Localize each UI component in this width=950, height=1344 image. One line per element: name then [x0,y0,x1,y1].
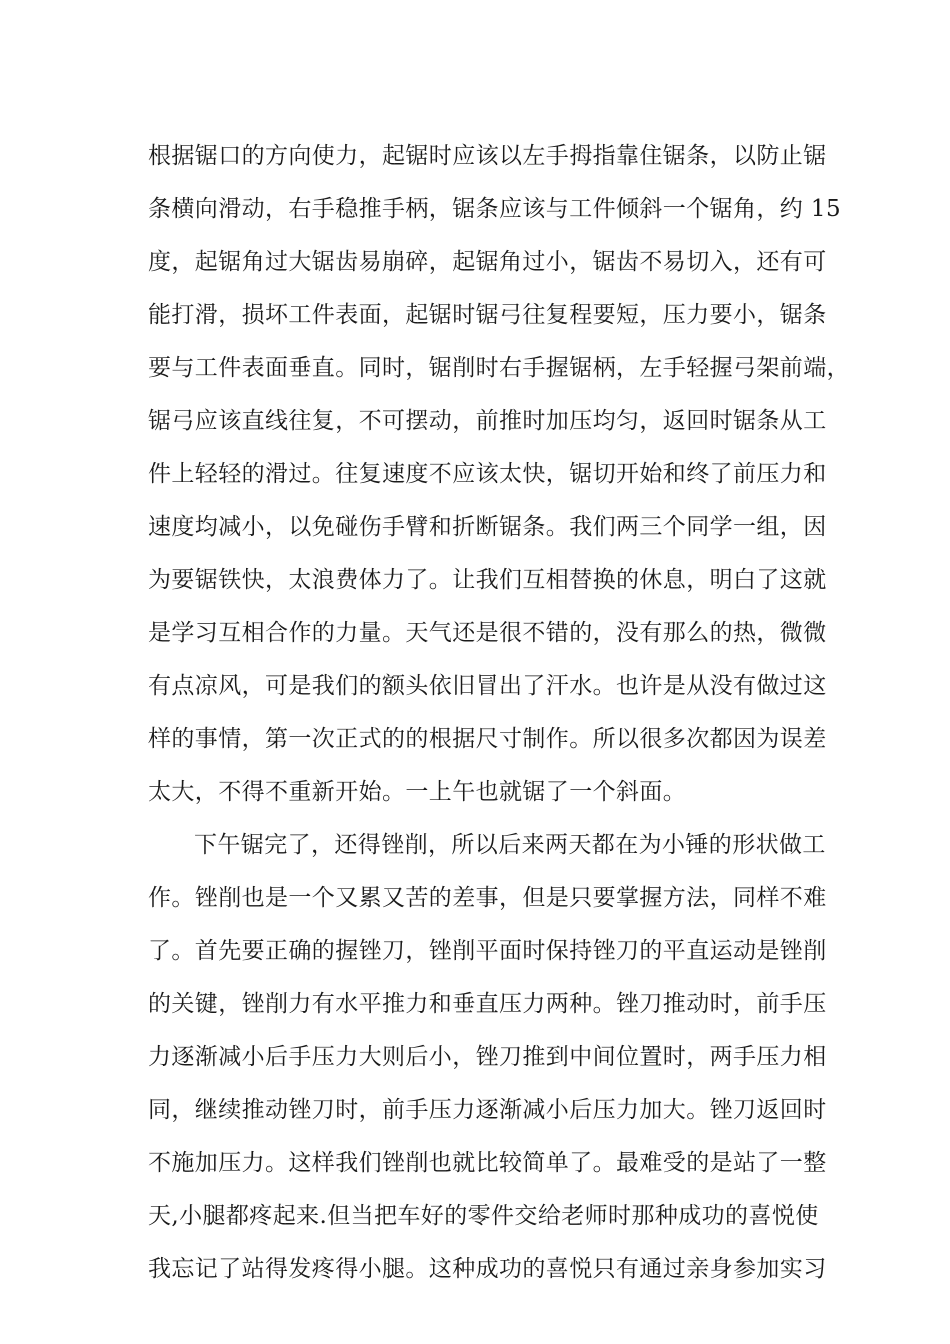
text-line: 的关键，锉削力有水平推力和垂直压力两种。锉刀推动时，前手压 [148,991,827,1017]
text-line: 不施加压力。这样我们锉削也就比较简单了。最难受的是站了一整 [148,1150,827,1176]
text-line: 是学习互相合作的力量。天气还是很不错的，没有那么的热，微微 [148,620,827,646]
text-line: 我忘记了站得发疼得小腿。这种成功的喜悦只有通过亲身参加实习 [148,1256,827,1282]
text-line: 力逐渐减小后手压力大则后小，锉刀推到中间位置时，两手压力相 [148,1044,827,1070]
text-line: 天,小腿都疼起来.但当把车好的零件交给老师时那种成功的喜悦使 [148,1203,819,1229]
text-line: 下午锯完了，还得锉削，所以后来两天都在为小锤的形状做工 [194,832,826,858]
text-line: 要与工件表面垂直。同时，锯削时右手握锯柄，左手轻握弓架前端， [148,355,850,381]
text-line: 度，起锯角过大锯齿易崩碎，起锯角过小，锯齿不易切入，还有可 [148,249,827,275]
text-line: 了。首先要正确的握锉刀，锉削平面时保持锉刀的平直运动是锉削 [148,938,827,964]
text-line: 锯弓应该直线往复，不可摆动，前推时加压均匀，返回时锯条从工 [148,408,827,434]
text-line: 能打滑，损坏工件表面，起锯时锯弓往复程要短，压力要小，锯条 [148,302,827,328]
text-line: 样的事情，第一次正式的的根据尺寸制作。所以很多次都因为误差 [148,726,827,752]
text-line: 为要锯铁快，太浪费体力了。让我们互相替换的休息，明白了这就 [148,567,827,593]
text-line: 件上轻轻的滑过。往复速度不应该太快，锯切开始和终了前压力和 [148,461,827,487]
text-line: 根据锯口的方向使力，起锯时应该以左手拇指靠住锯条，以防止锯 [148,143,827,169]
text-line: 太大，不得不重新开始。一上午也就锯了一个斜面。 [148,779,687,805]
text-line: 速度均减小，以免碰伤手臂和折断锯条。我们两三个同学一组，因 [148,514,827,540]
text-line: 条横向滑动，右手稳推手柄，锯条应该与工件倾斜一个锯角，约 15 [148,196,841,222]
text-line: 同，继续推动锉刀时，前手压力逐渐减小后压力加大。锉刀返回时 [148,1097,827,1123]
text-line: 作。锉削也是一个又累又苦的差事，但是只要掌握方法，同样不难 [148,885,827,911]
text-line: 有点凉风，可是我们的额头依旧冒出了汗水。也许是从没有做过这 [148,673,827,699]
